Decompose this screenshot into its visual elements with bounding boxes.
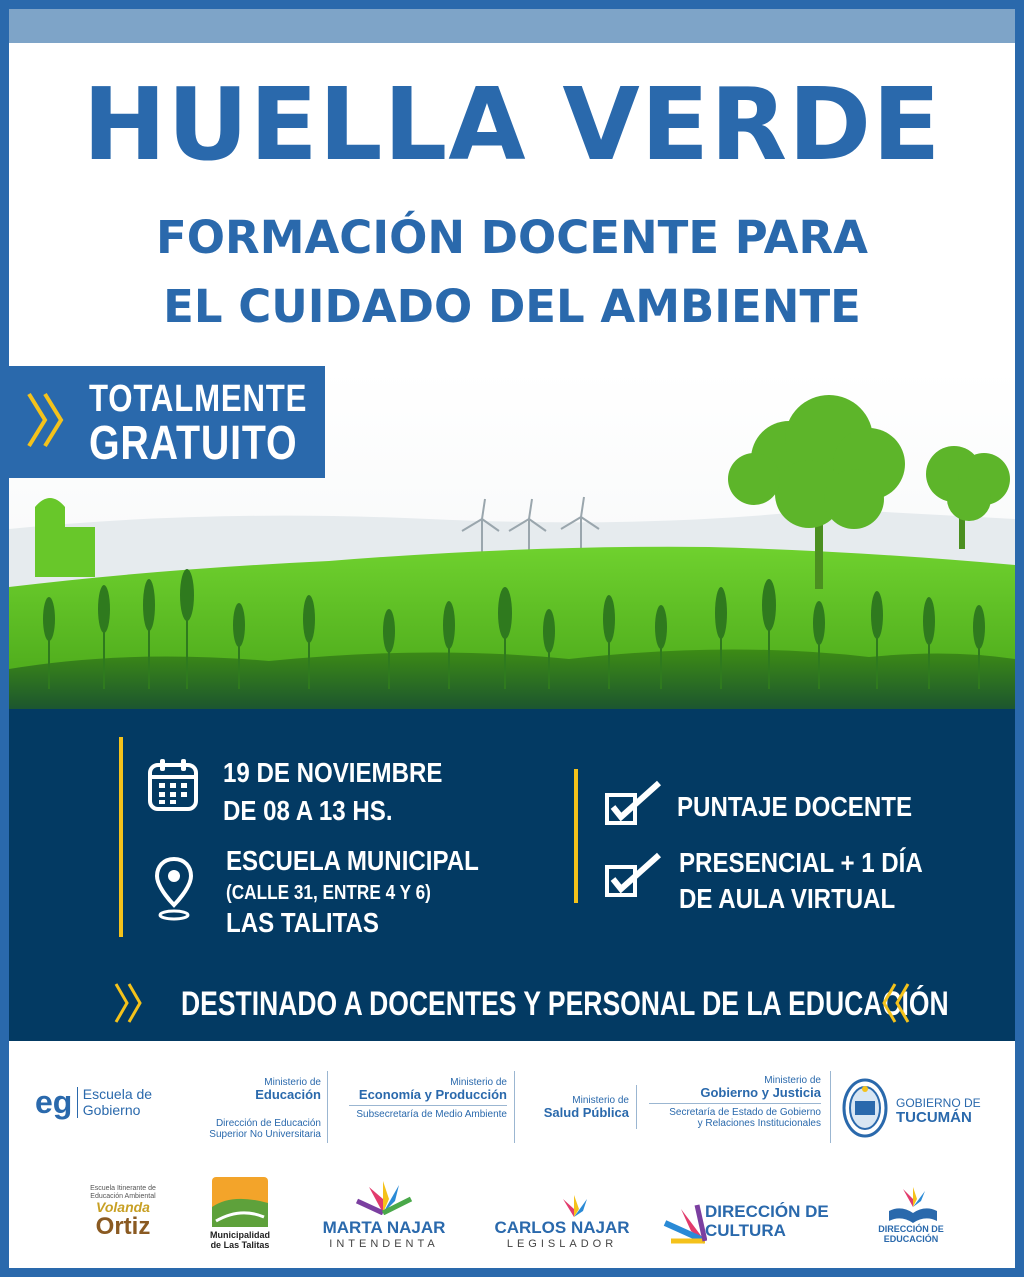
feature-teacher-score: PUNTAJE DOCENTE [677, 791, 913, 822]
double-chevron-right-icon [113, 981, 147, 1025]
carlos-najar-flower-icon [549, 1195, 599, 1217]
gobierno-sub-2: y Relaciones Institucionales [697, 1118, 821, 1130]
municipalidad-line-1: Municipalidad [209, 1230, 270, 1240]
municipalidad-line-2: de Las Talitas [210, 1239, 270, 1250]
gobierno-tucuman-logo [896, 1097, 981, 1127]
location-address: (CALLE 31, ENTRE 4 Y 6) [226, 882, 431, 904]
event-info-panel [9, 709, 1015, 1041]
salud-top: Ministerio de [572, 1095, 629, 1106]
municipalidad-logo [205, 1231, 275, 1251]
volanda-ortiz-logo [65, 1185, 181, 1240]
cultura-line-2: CULTURA [705, 1220, 786, 1240]
checkbox-check-icon [603, 779, 663, 829]
gobierno-name: Gobierno y Justicia [700, 1085, 821, 1100]
top-stripe [9, 9, 1015, 43]
educacion-sub-1: Dirección de Educación [215, 1118, 321, 1130]
educacion-dir-line-1: DIRECCIÓN DE [878, 1224, 944, 1234]
carlos-name: CARLOS NAJAR [494, 1218, 630, 1237]
location-name: ESCUELA MUNICIPAL [226, 845, 479, 876]
audience-text: DESTINADO A DOCENTES Y PERSONAL DE LA EDUCACIÓN [181, 985, 949, 1023]
feature-modality-line-2: DE AULA VIRTUAL [679, 883, 896, 914]
poster-inner [9, 9, 1015, 1268]
double-chevron-right-icon [25, 390, 69, 450]
cultura-flower-icon [661, 1201, 707, 1245]
educacion-dir-line-2: EDUCACIÓN [883, 1233, 939, 1244]
volanda-line-1: Escuela Itinerante de [90, 1185, 156, 1192]
marta-najar-flower-icon [349, 1181, 417, 1215]
carlos-role: LEGISLADOR [506, 1237, 618, 1250]
divider-left [119, 737, 123, 937]
marta-role: INTENDENTA [329, 1237, 439, 1250]
economia-top: Ministerio de [450, 1077, 507, 1088]
volanda-line-3: Volanda [96, 1199, 150, 1216]
volanda-line-2: Educación Ambiental [90, 1192, 156, 1200]
carlos-najar-logo [482, 1219, 642, 1250]
gobierno-top: Ministerio de [764, 1075, 821, 1086]
eg-mark: eg [35, 1084, 73, 1120]
salud-name: Salud Pública [543, 1105, 629, 1120]
educacion-sub-2: Superior No Universitaria [209, 1129, 321, 1141]
divider-right [574, 769, 578, 903]
gobierno-sub-1: Secretaría de Estado de Gobierno [669, 1107, 821, 1119]
sponsor-logos [9, 1041, 1015, 1268]
cultura-line-1: DIRECCIÓN DE [705, 1202, 829, 1221]
provincial-seal-icon [841, 1077, 889, 1139]
marta-name: MARTA NAJAR [322, 1218, 446, 1237]
event-time: DE 08 A 13 HS. [223, 795, 393, 826]
double-chevron-left-icon [877, 981, 911, 1025]
logo-divider [327, 1071, 328, 1143]
logo-divider [636, 1085, 637, 1129]
location-city: LAS TALITAS [226, 907, 379, 938]
logo-divider [830, 1071, 831, 1143]
free-banner-line-2: GRATUITO [89, 417, 298, 470]
ministerio-educacion-logo [191, 1077, 321, 1140]
title-subtitle-line-1: FORMACIÓN DOCENTE PARA [156, 211, 868, 264]
logo-divider [514, 1071, 515, 1143]
marta-najar-logo [309, 1219, 459, 1250]
economia-sub-1: Subsecretaría de Medio Ambiente [356, 1109, 507, 1121]
ministerio-gobierno-logo [649, 1075, 821, 1129]
direccion-educacion-logo [861, 1225, 961, 1245]
book-flower-icon [885, 1187, 941, 1223]
educacion-name: Educación [255, 1087, 321, 1102]
feature-modality-line-1: PRESENCIAL + 1 DÍA [679, 847, 923, 878]
volanda-line-4: Ortiz [95, 1212, 151, 1240]
free-banner [9, 366, 325, 478]
map-pin-icon [154, 855, 194, 923]
tucuman-line-2: TUCUMÁN [896, 1109, 972, 1127]
escuela-line-1: Escuela de [82, 1086, 153, 1103]
escuela-gobierno-logo [35, 1085, 152, 1120]
ministerio-economia-logo [349, 1077, 507, 1120]
calendar-icon [147, 757, 199, 813]
direccion-cultura-logo [705, 1203, 829, 1240]
title-subtitle-line-2: EL CUIDADO DEL AMBIENTE [163, 280, 861, 333]
escuela-line-2: Gobierno [82, 1101, 141, 1118]
educacion-top: Ministerio de [264, 1077, 321, 1088]
ministerio-salud-logo [529, 1095, 629, 1120]
economia-name: Economía y Producción [358, 1087, 507, 1102]
event-date: 19 DE NOVIEMBRE [223, 757, 443, 788]
municipalidad-emblem-icon [212, 1177, 268, 1227]
tucuman-line-1: GOBIERNO DE [896, 1096, 981, 1110]
checkbox-check-icon [603, 843, 663, 903]
free-banner-line-1: TOTALMENTE [89, 378, 308, 420]
title-main: HUELLA VERDE [82, 66, 942, 183]
